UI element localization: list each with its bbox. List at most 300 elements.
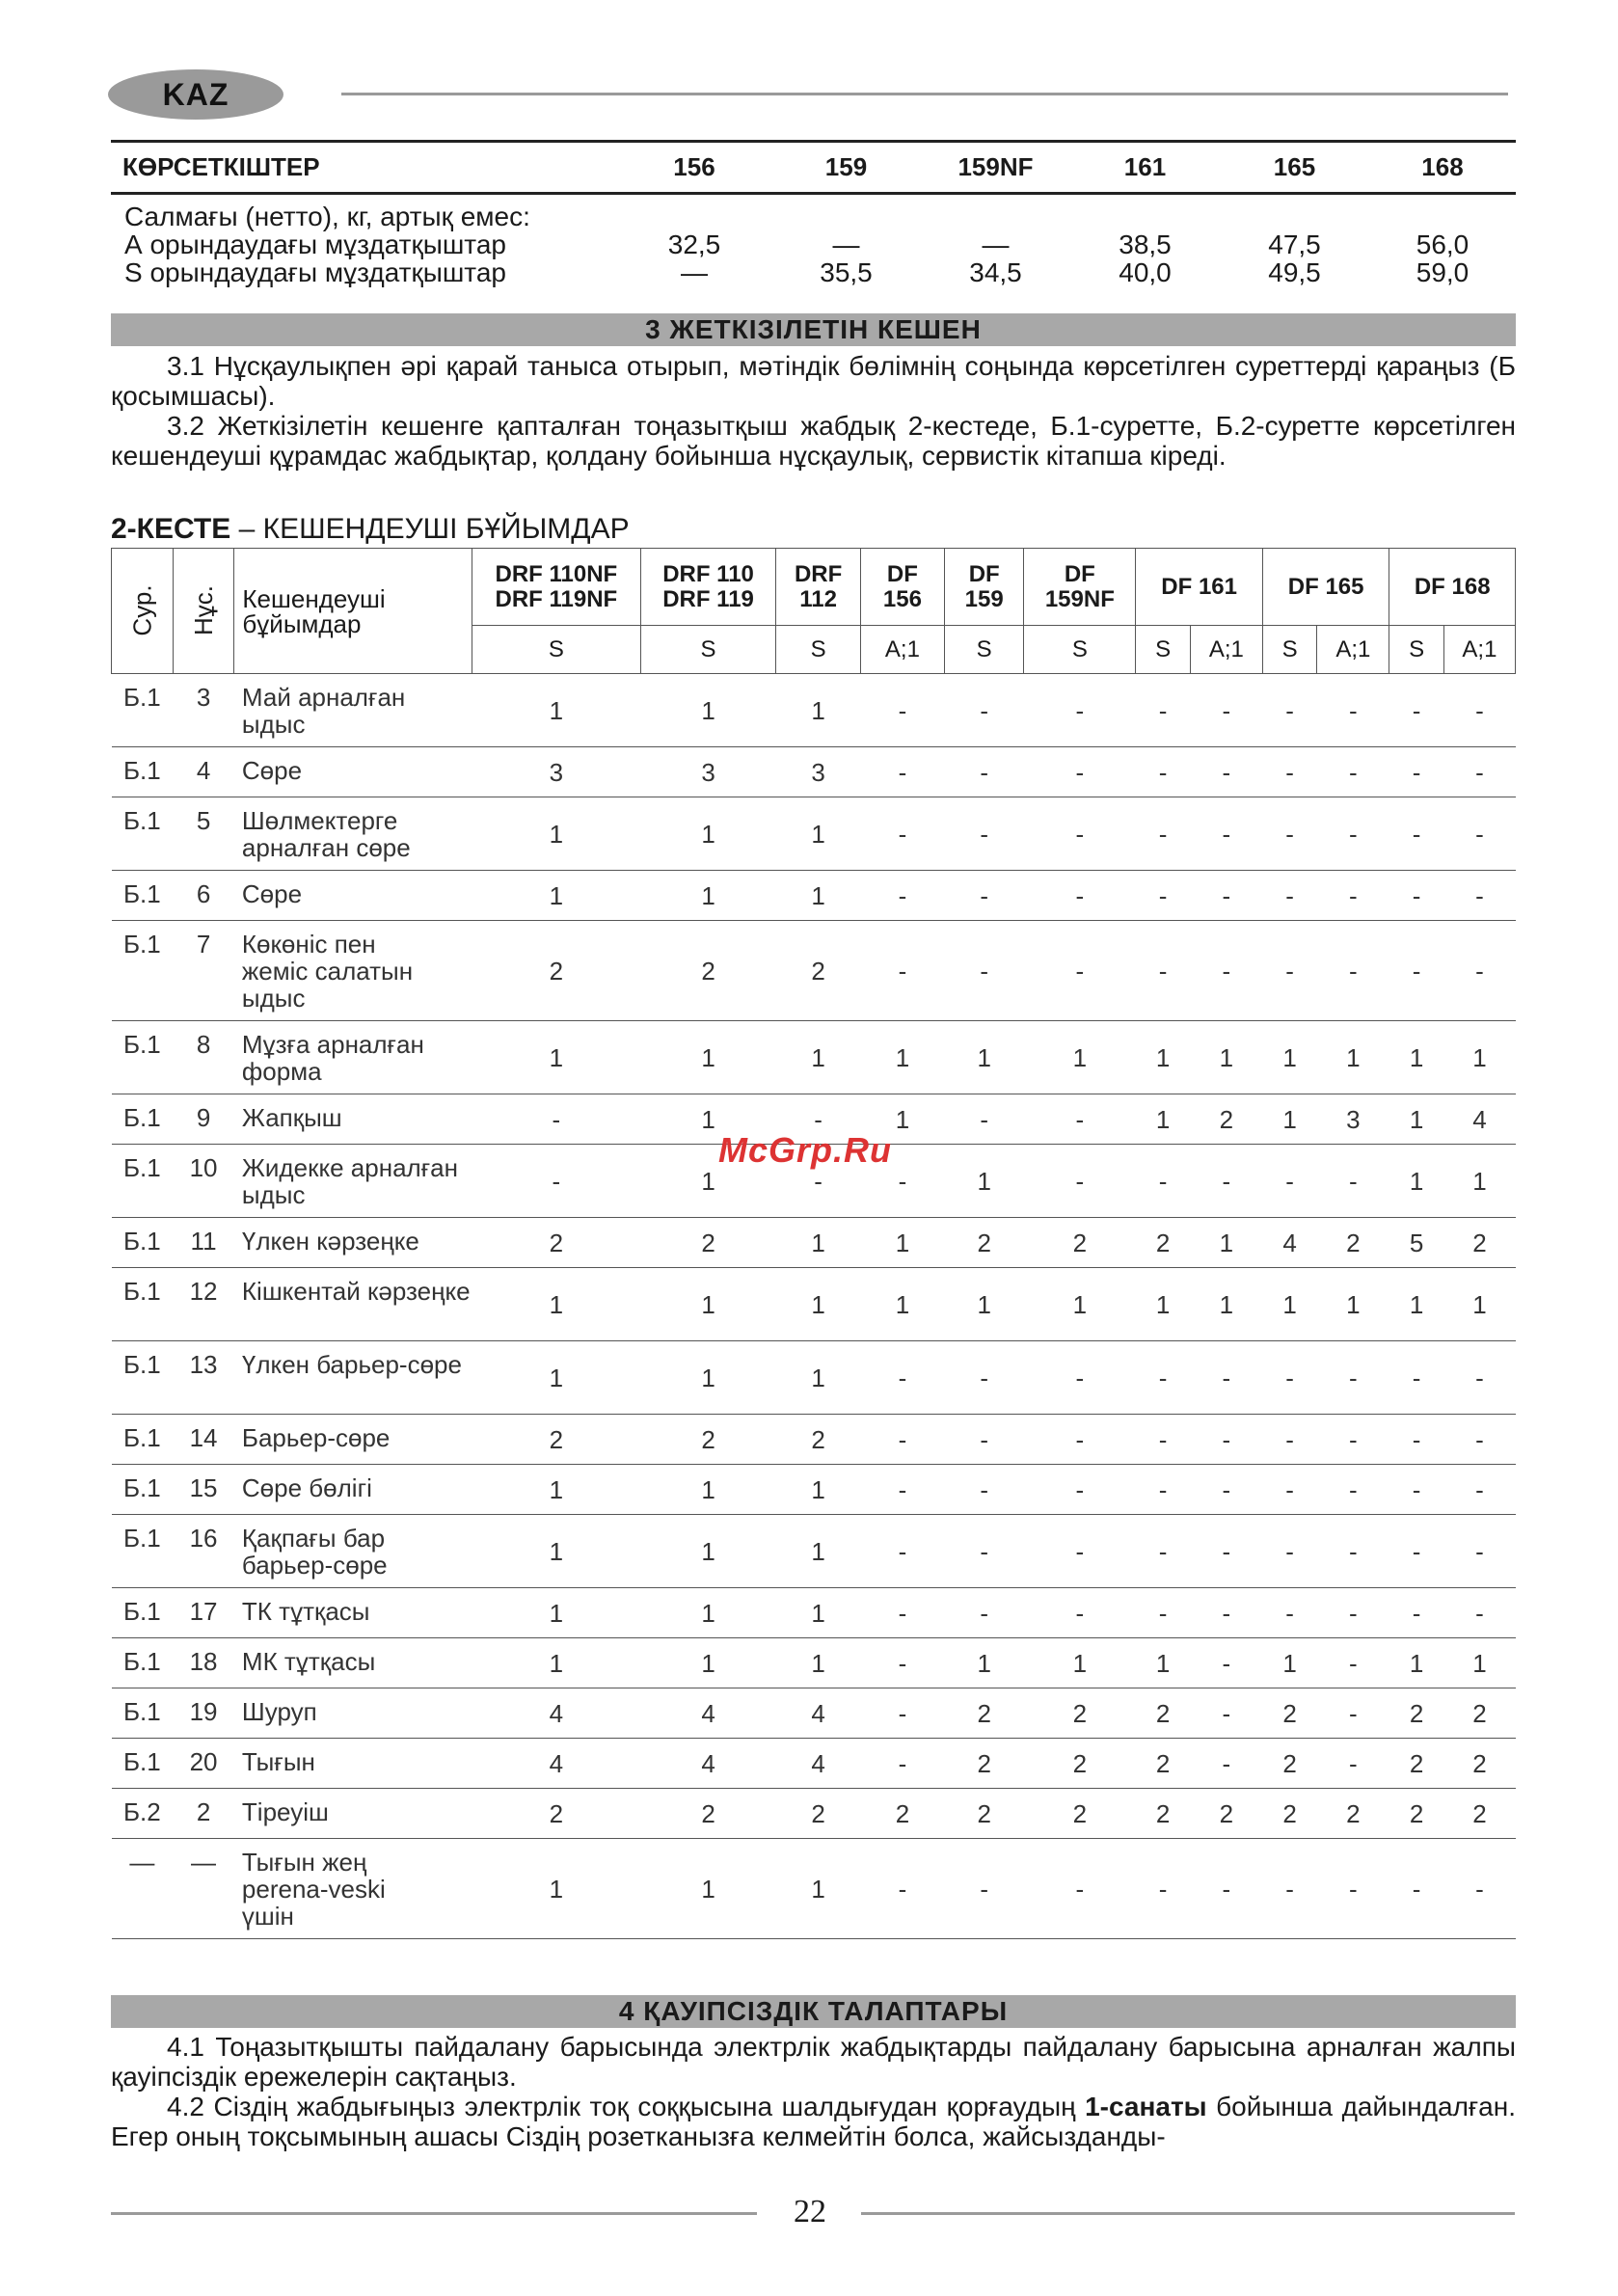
quantity-cell: 1 bbox=[945, 1145, 1024, 1218]
quantity-cell: - bbox=[1389, 674, 1444, 747]
quantity-cell: - bbox=[860, 797, 944, 871]
quantity-cell: 2 bbox=[1443, 1218, 1515, 1268]
quantity-cell: 1 bbox=[1024, 1638, 1136, 1688]
quantity-cell: 1 bbox=[1443, 1638, 1515, 1688]
quantity-cell: - bbox=[1262, 871, 1317, 921]
quantity-cell: 2 bbox=[640, 1415, 776, 1465]
quantity-cell: - bbox=[1136, 1341, 1191, 1415]
quantity-cell: - bbox=[1190, 871, 1262, 921]
quantity-cell: 1 bbox=[1389, 1021, 1444, 1094]
quantity-cell: - bbox=[1024, 871, 1136, 921]
table-2-number: 2-КЕСТЕ bbox=[111, 513, 231, 545]
quantity-cell: - bbox=[945, 1094, 1024, 1145]
quantity-cell: 2 bbox=[640, 921, 776, 1021]
quantity-cell: 1 bbox=[472, 1839, 641, 1939]
indicators-header-168: 168 bbox=[1369, 142, 1516, 194]
model-header: DF 161 bbox=[1136, 549, 1263, 626]
quantity-cell: - bbox=[1190, 1588, 1262, 1638]
watermark: McGrp.Ru bbox=[718, 1130, 893, 1170]
indicators-body bbox=[111, 203, 1516, 286]
quantity-cell: - bbox=[1190, 747, 1262, 797]
quantity-cell: 1 bbox=[640, 1268, 776, 1341]
model-header: DF 165 bbox=[1262, 549, 1389, 626]
footer-rule-right bbox=[861, 2212, 1515, 2215]
position-number: 11 bbox=[173, 1218, 234, 1268]
position-number: 19 bbox=[173, 1688, 234, 1739]
quantity-cell: 2 bbox=[1389, 1688, 1444, 1739]
figure-ref: Б.2 bbox=[112, 1789, 174, 1839]
quantity-cell: 1 bbox=[1190, 1021, 1262, 1094]
item-name: Сөре bbox=[234, 871, 472, 921]
quantity-cell: 1 bbox=[640, 1515, 776, 1588]
figure-ref: Б.1 bbox=[112, 1688, 174, 1739]
quantity-cell: - bbox=[1389, 921, 1444, 1021]
quantity-cell: 2 bbox=[1136, 1688, 1191, 1739]
quantity-cell: - bbox=[1389, 747, 1444, 797]
quantity-cell: 1 bbox=[776, 1268, 860, 1341]
quantity-cell: 1 bbox=[945, 1268, 1024, 1341]
indicators-value: — bbox=[681, 257, 708, 287]
quantity-cell: 2 bbox=[860, 1789, 944, 1839]
column-header-figure: Сур. bbox=[112, 549, 174, 674]
indicators-value: 56,0 bbox=[1416, 230, 1470, 259]
quantity-cell: 2 bbox=[945, 1789, 1024, 1839]
header-rule bbox=[341, 93, 1508, 95]
quantity-cell: 2 bbox=[1262, 1688, 1317, 1739]
quantity-cell: 2 bbox=[1443, 1739, 1515, 1789]
quantity-cell: 1 bbox=[1262, 1638, 1317, 1688]
quantity-cell: 1 bbox=[1024, 1021, 1136, 1094]
quantity-cell: 3 bbox=[472, 747, 641, 797]
quantity-cell: 1 bbox=[472, 1638, 641, 1688]
quantity-cell: 1 bbox=[472, 797, 641, 871]
quantity-cell: - bbox=[1443, 1588, 1515, 1638]
figure-ref: Б.1 bbox=[112, 1094, 174, 1145]
figure-ref: Б.1 bbox=[112, 797, 174, 871]
figure-ref: Б.1 bbox=[112, 674, 174, 747]
figure-ref: — bbox=[112, 1839, 174, 1939]
quantity-cell: 2 bbox=[1443, 1789, 1515, 1839]
quantity-cell: - bbox=[945, 1515, 1024, 1588]
quantity-cell: 1 bbox=[472, 1341, 641, 1415]
quantity-cell: - bbox=[1262, 921, 1317, 1021]
quantity-cell: 1 bbox=[945, 1021, 1024, 1094]
position-number: 20 bbox=[173, 1739, 234, 1789]
quantity-cell: 1 bbox=[1389, 1638, 1444, 1688]
quantity-cell: 1 bbox=[1443, 1268, 1515, 1341]
quantity-cell: - bbox=[1136, 1515, 1191, 1588]
quantity-cell: - bbox=[1190, 1415, 1262, 1465]
quantity-cell: 1 bbox=[640, 871, 776, 921]
quantity-cell: - bbox=[1443, 871, 1515, 921]
table-2-caption: – КЕШЕНДЕУШІ БҰЙЫМДАР bbox=[230, 513, 630, 545]
quantity-cell: - bbox=[1389, 797, 1444, 871]
indicators-row-s bbox=[111, 258, 1516, 286]
quantity-cell: - bbox=[1190, 921, 1262, 1021]
quantity-cell: 4 bbox=[1262, 1218, 1317, 1268]
footer-rule-left bbox=[111, 2212, 757, 2215]
model-header: DRF 110NF DRF 119NF bbox=[472, 549, 641, 626]
quantity-cell: 1 bbox=[1443, 1021, 1515, 1094]
quantity-cell: - bbox=[860, 674, 944, 747]
quantity-cell: 1 bbox=[1262, 1268, 1317, 1341]
quantity-cell: - bbox=[860, 1688, 944, 1739]
quantity-cell: 2 bbox=[1024, 1739, 1136, 1789]
quantity-cell: 2 bbox=[1389, 1739, 1444, 1789]
quantity-cell: - bbox=[1136, 1839, 1191, 1939]
quantity-cell: - bbox=[1024, 797, 1136, 871]
quantity-cell: - bbox=[1389, 1515, 1444, 1588]
position-number: 17 bbox=[173, 1588, 234, 1638]
variant-header: A;1 bbox=[860, 626, 944, 674]
quantity-cell: 1 bbox=[472, 1465, 641, 1515]
quantity-cell: - bbox=[860, 747, 944, 797]
table-row bbox=[112, 1465, 1516, 1515]
quantity-cell: - bbox=[1136, 674, 1191, 747]
quantity-cell: 1 bbox=[472, 1268, 641, 1341]
quantity-cell: 1 bbox=[1190, 1268, 1262, 1341]
quantity-cell: - bbox=[1317, 1515, 1389, 1588]
section-3-title: 3 ЖЕТКІЗІЛЕТІН КЕШЕН bbox=[111, 313, 1516, 346]
section-4-title: 4 ҚАУІПСІЗДІК ТАЛАПТАРЫ bbox=[111, 1995, 1516, 2028]
indicators-value: — bbox=[832, 230, 860, 259]
quantity-cell: - bbox=[945, 1588, 1024, 1638]
variant-header: A;1 bbox=[1317, 626, 1389, 674]
quantity-cell: 1 bbox=[776, 1515, 860, 1588]
position-number: 9 bbox=[173, 1094, 234, 1145]
quantity-cell: 1 bbox=[776, 1341, 860, 1415]
quantity-cell: - bbox=[860, 1638, 944, 1688]
quantity-cell: - bbox=[1389, 1839, 1444, 1939]
quantity-cell: 2 bbox=[776, 1789, 860, 1839]
quantity-cell: 4 bbox=[776, 1739, 860, 1789]
quantity-cell: - bbox=[945, 871, 1024, 921]
variant-header: S bbox=[945, 626, 1024, 674]
table-row bbox=[112, 1588, 1516, 1638]
quantity-cell: 4 bbox=[1443, 1094, 1515, 1145]
quantity-cell: - bbox=[776, 1094, 860, 1145]
column-header-item: Кешендеуші бұйымдар bbox=[234, 549, 472, 674]
quantity-cell: 1 bbox=[640, 1021, 776, 1094]
quantity-cell: - bbox=[1136, 1145, 1191, 1218]
quantity-cell: 4 bbox=[640, 1688, 776, 1739]
quantity-cell: - bbox=[1389, 1465, 1444, 1515]
position-number: 4 bbox=[173, 747, 234, 797]
quantity-cell: 2 bbox=[1262, 1789, 1317, 1839]
quantity-cell: 3 bbox=[776, 747, 860, 797]
variant-header: S bbox=[472, 626, 641, 674]
figure-ref: Б.1 bbox=[112, 1638, 174, 1688]
quantity-cell: - bbox=[1024, 1341, 1136, 1415]
quantity-cell: - bbox=[1443, 1465, 1515, 1515]
quantity-cell: - bbox=[1443, 1839, 1515, 1939]
quantity-cell: 2 bbox=[640, 1218, 776, 1268]
quantity-cell: - bbox=[1024, 747, 1136, 797]
quantity-cell: - bbox=[1317, 747, 1389, 797]
quantity-cell: - bbox=[1024, 1588, 1136, 1638]
quantity-cell: - bbox=[1262, 747, 1317, 797]
quantity-cell: - bbox=[1262, 1415, 1317, 1465]
indicators-value: 40,0 bbox=[1119, 257, 1172, 287]
quantity-cell: 1 bbox=[640, 1588, 776, 1638]
item-name: Тіреуіш bbox=[234, 1789, 472, 1839]
quantity-cell: 4 bbox=[472, 1739, 641, 1789]
quantity-cell: 1 bbox=[472, 1021, 641, 1094]
quantity-cell: - bbox=[1190, 1515, 1262, 1588]
item-name: Сөре бөлігі bbox=[234, 1465, 472, 1515]
figure-ref: Б.1 bbox=[112, 1268, 174, 1341]
indicators-header-165: 165 bbox=[1220, 142, 1369, 194]
quantity-cell: - bbox=[1317, 1739, 1389, 1789]
item-name: Көкөніс пен жеміс салатын ыдыс bbox=[234, 921, 472, 1021]
quantity-cell: 1 bbox=[1317, 1021, 1389, 1094]
indicators-header-159: 159 bbox=[771, 142, 921, 194]
figure-ref: Б.1 bbox=[112, 1145, 174, 1218]
indicators-row-label: S орындаудағы мұздатқыштар bbox=[124, 257, 506, 287]
item-name: Шөлмектерге арналған сөре bbox=[234, 797, 472, 871]
quantity-cell: - bbox=[945, 1415, 1024, 1465]
quantity-cell: - bbox=[1136, 921, 1191, 1021]
quantity-cell: 2 bbox=[1024, 1688, 1136, 1739]
position-number: 5 bbox=[173, 797, 234, 871]
quantity-cell: - bbox=[860, 1341, 944, 1415]
table-row bbox=[112, 1638, 1516, 1688]
quantity-cell: 1 bbox=[860, 1268, 944, 1341]
quantity-cell: - bbox=[1262, 674, 1317, 747]
quantity-cell: 4 bbox=[776, 1688, 860, 1739]
quantity-cell: 1 bbox=[776, 1588, 860, 1638]
quantity-cell: 1 bbox=[1024, 1268, 1136, 1341]
quantity-cell: - bbox=[1136, 747, 1191, 797]
table-row bbox=[112, 1839, 1516, 1939]
variant-header: S bbox=[1262, 626, 1317, 674]
model-header: DRF 112 bbox=[776, 549, 860, 626]
quantity-cell: 1 bbox=[1136, 1094, 1191, 1145]
quantity-cell: - bbox=[1262, 797, 1317, 871]
quantity-cell: - bbox=[1190, 1739, 1262, 1789]
position-number: 2 bbox=[173, 1789, 234, 1839]
indicators-header-156: 156 bbox=[617, 142, 771, 194]
position-number: 12 bbox=[173, 1268, 234, 1341]
quantity-cell: 2 bbox=[1136, 1218, 1191, 1268]
paragraph-3-2: 3.2 Жеткізілетін кешенге қапталған тоңазытқыш жабдық 2-кестеде, Б.1-суретте, Б.2-суретте көрсетілген кешендеуші құрамдас жабдықтар, қолдану бойынша нұсқаулық, сервистік кітапша кіреді. bbox=[111, 411, 1516, 471]
item-name: Май арналған ыдыс bbox=[234, 674, 472, 747]
figure-ref: Б.1 bbox=[112, 1021, 174, 1094]
quantity-cell: - bbox=[860, 921, 944, 1021]
quantity-cell: - bbox=[1389, 1415, 1444, 1465]
quantity-cell: - bbox=[1190, 674, 1262, 747]
quantity-cell: - bbox=[860, 1465, 944, 1515]
quantity-cell: 1 bbox=[1136, 1021, 1191, 1094]
quantity-cell: 2 bbox=[1190, 1789, 1262, 1839]
quantity-cell: - bbox=[1443, 1341, 1515, 1415]
quantity-cell: 3 bbox=[1317, 1094, 1389, 1145]
quantity-cell: 1 bbox=[776, 1839, 860, 1939]
quantity-cell: - bbox=[472, 1145, 641, 1218]
quantity-cell: - bbox=[1190, 1688, 1262, 1739]
quantity-cell: 2 bbox=[472, 1218, 641, 1268]
table-row bbox=[112, 1268, 1516, 1341]
language-badge: KAZ bbox=[108, 69, 283, 120]
item-name: Мұзға арналған форма bbox=[234, 1021, 472, 1094]
quantity-cell: - bbox=[860, 1145, 944, 1218]
quantity-cell: - bbox=[860, 1588, 944, 1638]
protection-class: 1-санаты bbox=[1085, 2092, 1207, 2121]
indicators-value: 34,5 bbox=[969, 257, 1022, 287]
quantity-cell: - bbox=[1136, 797, 1191, 871]
quantity-cell: 1 bbox=[472, 1588, 641, 1638]
quantity-cell: 2 bbox=[1024, 1789, 1136, 1839]
quantity-cell: 1 bbox=[860, 1218, 944, 1268]
quantity-cell: 2 bbox=[1024, 1218, 1136, 1268]
position-number: 14 bbox=[173, 1415, 234, 1465]
table-row bbox=[112, 921, 1516, 1021]
quantity-cell: - bbox=[945, 1839, 1024, 1939]
quantity-cell: - bbox=[1317, 871, 1389, 921]
position-number: 16 bbox=[173, 1515, 234, 1588]
quantity-cell: - bbox=[1024, 1465, 1136, 1515]
section-4-text bbox=[111, 2032, 1516, 2151]
quantity-cell: - bbox=[1136, 1588, 1191, 1638]
quantity-cell: - bbox=[1190, 1638, 1262, 1688]
quantity-cell: - bbox=[945, 674, 1024, 747]
quantity-cell: - bbox=[776, 1145, 860, 1218]
figure-ref: Б.1 bbox=[112, 1515, 174, 1588]
quantity-cell: 2 bbox=[1136, 1739, 1191, 1789]
quantity-cell: 4 bbox=[472, 1688, 641, 1739]
quantity-cell: - bbox=[1317, 1638, 1389, 1688]
figure-ref: Б.1 bbox=[112, 1465, 174, 1515]
quantity-cell: - bbox=[1317, 1688, 1389, 1739]
indicators-value: 32,5 bbox=[667, 230, 721, 259]
variant-header: S bbox=[1136, 626, 1191, 674]
position-number: 15 bbox=[173, 1465, 234, 1515]
item-name: Тығын bbox=[234, 1739, 472, 1789]
indicators-row-label: А орындаудағы мұздатқыштар bbox=[124, 230, 506, 259]
quantity-cell: 2 bbox=[472, 1415, 641, 1465]
quantity-cell: 3 bbox=[640, 747, 776, 797]
quantity-cell: 2 bbox=[945, 1688, 1024, 1739]
quantity-cell: 1 bbox=[1389, 1094, 1444, 1145]
table-row bbox=[112, 1789, 1516, 1839]
quantity-cell: - bbox=[1389, 1341, 1444, 1415]
model-header: DF 159NF bbox=[1024, 549, 1136, 626]
quantity-cell: 2 bbox=[1317, 1218, 1389, 1268]
quantity-cell: - bbox=[945, 797, 1024, 871]
table-row bbox=[112, 1688, 1516, 1739]
quantity-cell: 1 bbox=[945, 1638, 1024, 1688]
indicators-value: 35,5 bbox=[820, 257, 873, 287]
quantity-cell: - bbox=[1389, 871, 1444, 921]
model-header: DRF 110 DRF 119 bbox=[640, 549, 776, 626]
section-3-text bbox=[111, 351, 1516, 471]
indicators-caption: Салмағы (нетто), кг, артық емес: bbox=[124, 202, 530, 231]
quantity-cell: - bbox=[945, 1465, 1024, 1515]
quantity-cell: - bbox=[1317, 921, 1389, 1021]
quantity-cell: 1 bbox=[1389, 1145, 1444, 1218]
quantity-cell: 2 bbox=[1389, 1789, 1444, 1839]
quantity-cell: - bbox=[945, 747, 1024, 797]
position-number: 6 bbox=[173, 871, 234, 921]
quantity-cell: - bbox=[860, 871, 944, 921]
quantity-cell: 2 bbox=[1262, 1739, 1317, 1789]
table-row bbox=[112, 1341, 1516, 1415]
quantity-cell: 1 bbox=[776, 674, 860, 747]
indicators-table-header bbox=[111, 140, 1516, 195]
item-name: Жидекке арналған ыдыс bbox=[234, 1145, 472, 1218]
page-number: 22 bbox=[794, 2194, 826, 2229]
quantity-cell: - bbox=[1389, 1588, 1444, 1638]
variant-header: A;1 bbox=[1443, 626, 1515, 674]
quantity-cell: 2 bbox=[1136, 1789, 1191, 1839]
quantity-cell: 1 bbox=[776, 871, 860, 921]
quantity-cell: 1 bbox=[640, 1638, 776, 1688]
page-header bbox=[108, 69, 1516, 123]
paragraph-3-1: 3.1 Нұсқаулықпен әрі қарай таныса отырып, мәтіндік бөлімнің соңында көрсетілген суреттерді қараңыз (Б қосымшасы). bbox=[111, 351, 1516, 411]
item-name: Үлкен барьер-сөре bbox=[234, 1341, 472, 1415]
variant-header: S bbox=[1389, 626, 1444, 674]
figure-ref: Б.1 bbox=[112, 871, 174, 921]
quantity-cell: - bbox=[1317, 674, 1389, 747]
position-number: 18 bbox=[173, 1638, 234, 1688]
indicators-value: 47,5 bbox=[1268, 230, 1321, 259]
quantity-cell: - bbox=[1443, 1415, 1515, 1465]
quantity-cell: 1 bbox=[640, 1465, 776, 1515]
quantity-cell: - bbox=[1024, 674, 1136, 747]
model-header: DF 159 bbox=[945, 549, 1024, 626]
paragraph-4-1: 4.1 Тоңазытқышты пайдалану барысында электрлік жабдықтарды пайдалану барысына арналған жалпы қауіпсіздік ережелерін сақтаңыз. bbox=[111, 2032, 1516, 2092]
quantity-cell: - bbox=[1024, 1094, 1136, 1145]
quantity-cell: - bbox=[1317, 1588, 1389, 1638]
table-row bbox=[112, 1021, 1516, 1094]
quantity-cell: 1 bbox=[640, 1094, 776, 1145]
quantity-cell: 2 bbox=[472, 1789, 641, 1839]
position-number: 13 bbox=[173, 1341, 234, 1415]
table-row bbox=[112, 797, 1516, 871]
quantity-cell: 2 bbox=[1317, 1789, 1389, 1839]
table-2-title bbox=[111, 513, 630, 546]
item-name: Кішкентай кәрзеңке bbox=[234, 1268, 472, 1341]
indicators-value: 38,5 bbox=[1119, 230, 1172, 259]
quantity-cell: - bbox=[1190, 1839, 1262, 1939]
position-number: 7 bbox=[173, 921, 234, 1021]
quantity-cell: 1 bbox=[1389, 1268, 1444, 1341]
quantity-cell: - bbox=[1443, 674, 1515, 747]
quantity-cell: 1 bbox=[776, 1465, 860, 1515]
quantity-cell: 1 bbox=[1443, 1145, 1515, 1218]
variant-header: S bbox=[640, 626, 776, 674]
indicators-header-161: 161 bbox=[1070, 142, 1220, 194]
column-header-position: Нұс. bbox=[173, 549, 234, 674]
quantity-cell: - bbox=[1262, 1839, 1317, 1939]
quantity-cell: 1 bbox=[1262, 1021, 1317, 1094]
quantity-cell: - bbox=[860, 1839, 944, 1939]
table-row bbox=[112, 674, 1516, 747]
quantity-cell: 1 bbox=[1136, 1268, 1191, 1341]
quantity-cell: 5 bbox=[1389, 1218, 1444, 1268]
figure-ref: Б.1 bbox=[112, 747, 174, 797]
quantity-cell: - bbox=[1443, 921, 1515, 1021]
indicators-value: — bbox=[982, 230, 1010, 259]
quantity-cell: 1 bbox=[1262, 1094, 1317, 1145]
quantity-cell: - bbox=[1262, 1515, 1317, 1588]
quantity-cell: - bbox=[860, 1415, 944, 1465]
figure-ref: Б.1 bbox=[112, 1588, 174, 1638]
quantity-cell: 1 bbox=[1317, 1268, 1389, 1341]
quantity-cell: 2 bbox=[1443, 1688, 1515, 1739]
quantity-cell: - bbox=[472, 1094, 641, 1145]
quantity-cell: 1 bbox=[640, 1839, 776, 1939]
